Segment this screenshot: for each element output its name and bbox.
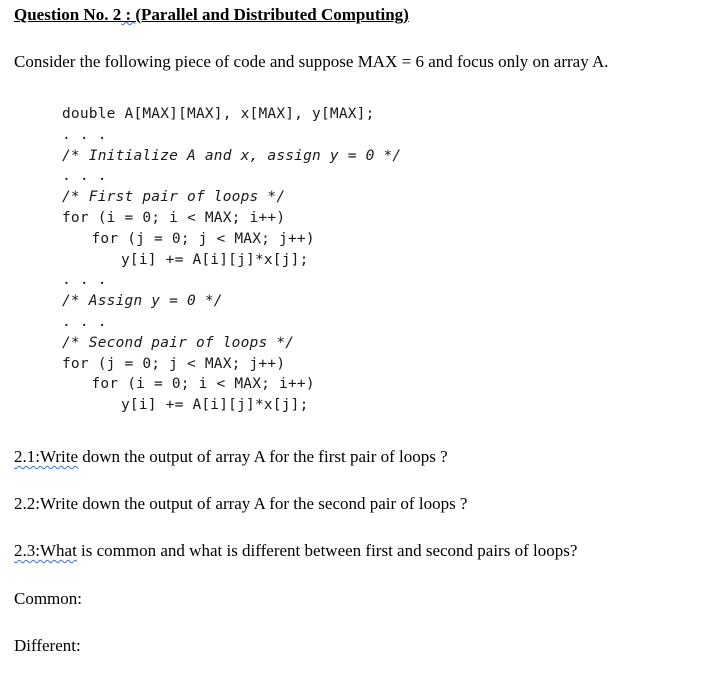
question-number: Question No. 2 <box>14 5 122 24</box>
subquestion-2-1-text: down the output of array A for the first pair of loops ? <box>78 447 448 466</box>
code-comment: /* Second pair of loops */ <box>62 334 295 351</box>
code-line: . . . <box>62 168 107 185</box>
code-line: . . . <box>62 314 107 330</box>
question-intro: Consider the following piece of code and suppose MAX = 6 and focus only on array A. <box>14 52 609 71</box>
question-title <box>14 5 409 25</box>
subquestion-2-3-text: is common and what is different between first and second pairs of loops? <box>76 541 578 560</box>
code-comment: /* Assign y = 0 */ <box>62 293 223 310</box>
code-line: y[i] += A[i][j]*x[j]; <box>121 397 309 414</box>
code-line: double A[MAX][MAX], x[MAX], y[MAX]; <box>62 106 375 122</box>
subquestion-2-1-prefix: 2.1:Write <box>14 447 78 466</box>
code-comment: /* First pair of loops */ <box>62 189 286 206</box>
code-line: for (j = 0; j < MAX; j++) <box>62 355 286 372</box>
code-line: . . . <box>62 272 107 289</box>
subquestion-2-3-prefix: 2.3:What <box>14 541 77 560</box>
code-comment: /* Initialize A and x, assign y = 0 */ <box>62 147 402 164</box>
subquestion-2-1 <box>14 447 448 467</box>
subquestion-2-3 <box>14 541 577 561</box>
common-label: Common: <box>14 589 83 608</box>
code-line: for (j = 0; j < MAX; j++) <box>91 230 315 247</box>
question-topic: (Parallel and Distributed Computing) <box>135 5 409 24</box>
title-colon: : <box>121 5 136 24</box>
code-line: for (i = 0; i < MAX; i++) <box>62 210 286 226</box>
code-line: . . . <box>62 126 107 143</box>
code-line: for (i = 0; i < MAX; i++) <box>91 376 315 393</box>
different-label: Different: <box>14 636 81 655</box>
subquestion-2-2: 2.2:Write down the output of array A for the second pair of loops ? <box>14 494 468 513</box>
code-line: y[i] += A[i][j]*x[j]; <box>121 251 309 268</box>
